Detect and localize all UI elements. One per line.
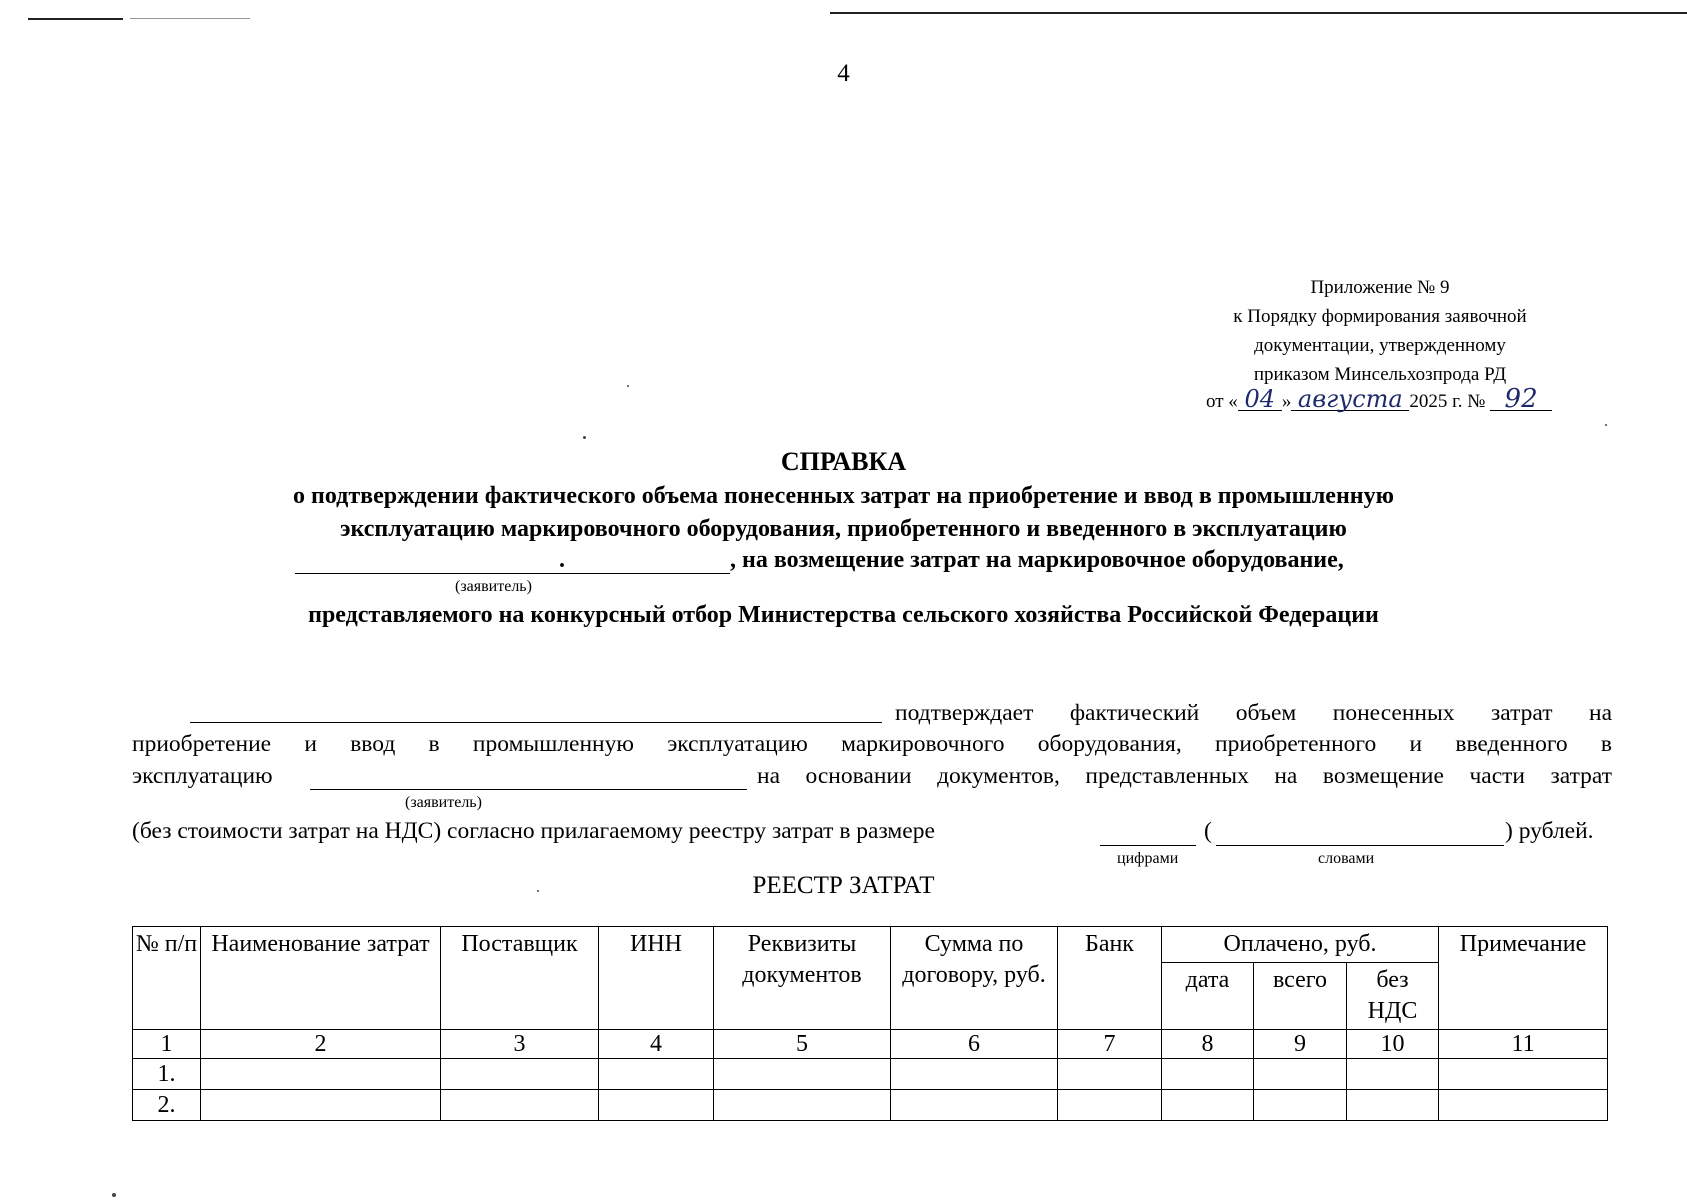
date-month-handwritten: августа bbox=[1291, 388, 1409, 411]
header-supplier: Поставщик bbox=[441, 927, 599, 1030]
table-cell bbox=[1347, 1090, 1439, 1121]
applicant-blank-body bbox=[190, 722, 882, 723]
table-cell bbox=[1439, 1059, 1608, 1090]
header-note: Примечание bbox=[1439, 927, 1608, 1030]
column-number: 4 bbox=[599, 1030, 714, 1059]
table-cell bbox=[891, 1090, 1058, 1121]
scan-speck bbox=[627, 385, 629, 387]
table-row bbox=[133, 1059, 1608, 1090]
table-cell bbox=[441, 1059, 599, 1090]
table-cell bbox=[599, 1090, 714, 1121]
header-paid-no-vat: без НДС bbox=[1347, 963, 1439, 1030]
body-line-3-suffix: на основании документов, представленных на возмещение части затрат bbox=[757, 763, 1612, 789]
header-paid: Оплачено, руб. bbox=[1162, 927, 1439, 963]
date-year-suffix: 2025 г. № bbox=[1409, 391, 1486, 412]
applicant-blank-separator: . bbox=[559, 547, 565, 573]
table-cell bbox=[201, 1059, 441, 1090]
amount-open-paren: ( bbox=[1204, 818, 1212, 844]
column-number: 11 bbox=[1439, 1030, 1608, 1059]
appendix-line-4: приказом Минсельхозпрода РД bbox=[1253, 364, 1507, 385]
table-cell bbox=[1254, 1059, 1347, 1090]
scan-speck bbox=[583, 436, 586, 439]
row-number: 1. bbox=[133, 1059, 201, 1090]
table-cell bbox=[714, 1090, 891, 1121]
scan-speck bbox=[537, 890, 539, 892]
amount-suffix: ) рублей. bbox=[1505, 818, 1594, 844]
header-name: Наименование затрат bbox=[201, 927, 441, 1030]
table-cell bbox=[891, 1059, 1058, 1090]
appendix-line-2: к Порядку формирования заявочной bbox=[1233, 306, 1527, 327]
table-cell bbox=[714, 1059, 891, 1090]
column-number: 6 bbox=[891, 1030, 1058, 1059]
title-line-3-suffix: , на возмещение затрат на маркировочное оборудование, bbox=[730, 547, 1344, 573]
title-line-1: о подтверждении фактического объема понесенных затрат на приобретение и ввод в промышленную bbox=[293, 483, 1394, 509]
date-prefix: от « bbox=[1206, 391, 1238, 412]
body-line-4-prefix: (без стоимости затрат на НДС) согласно прилагаемому реестру затрат в размере bbox=[132, 818, 935, 844]
header-inn: ИНН bbox=[599, 927, 714, 1030]
title-line-3 bbox=[295, 547, 1344, 574]
table-cell bbox=[1162, 1090, 1254, 1121]
applicant-blank-right bbox=[565, 547, 730, 574]
column-number: 2 bbox=[201, 1030, 441, 1059]
column-number: 5 bbox=[714, 1030, 891, 1059]
column-number: 10 bbox=[1347, 1030, 1439, 1059]
scan-top-left-dash bbox=[130, 18, 250, 19]
table-cell bbox=[1162, 1059, 1254, 1090]
amount-words-blank bbox=[1216, 845, 1504, 846]
registry-table bbox=[132, 926, 1608, 1121]
scan-speck bbox=[112, 1193, 116, 1197]
table-header-row bbox=[133, 927, 1608, 963]
column-number: 9 bbox=[1254, 1030, 1347, 1059]
caption-words: словами bbox=[1318, 850, 1375, 867]
table-cell bbox=[1254, 1090, 1347, 1121]
table-cell bbox=[1439, 1090, 1608, 1121]
scan-speck bbox=[1605, 424, 1607, 426]
appendix-date-line bbox=[1206, 384, 1552, 414]
scan-top-right-rule bbox=[830, 12, 1687, 14]
page-number: 4 bbox=[837, 60, 850, 87]
table-cell bbox=[1058, 1059, 1162, 1090]
body-line-2: приобретение и ввод в промышленную эксплуатацию маркировочного оборудования, приобретенного и введенного в bbox=[132, 731, 1612, 757]
date-day-handwritten: 04 bbox=[1238, 388, 1282, 411]
appendix-line-1: Приложение № 9 bbox=[1310, 277, 1450, 298]
table-cell bbox=[1347, 1059, 1439, 1090]
document-heading: СПРАВКА bbox=[780, 447, 907, 476]
column-number: 3 bbox=[441, 1030, 599, 1059]
scan-top-left-rule bbox=[28, 18, 123, 20]
table-cell bbox=[599, 1059, 714, 1090]
applicant-blank-body-2 bbox=[310, 789, 747, 790]
appendix-line-3: документации, утвержденному bbox=[1254, 335, 1506, 356]
caption-digits: цифрами bbox=[1117, 850, 1179, 867]
body-line-3-prefix: эксплуатацию bbox=[132, 763, 273, 789]
row-number: 2. bbox=[133, 1090, 201, 1121]
header-requisites: Реквизиты документов bbox=[714, 927, 891, 1030]
header-contract-sum: Сумма по договору, руб. bbox=[891, 927, 1058, 1030]
amount-digits-blank bbox=[1100, 845, 1196, 846]
header-paid-total: всего bbox=[1254, 963, 1347, 1030]
table-cell bbox=[441, 1090, 599, 1121]
body-applicant-caption: (заявитель) bbox=[405, 794, 482, 811]
column-number: 1 bbox=[133, 1030, 201, 1059]
applicant-blank-left bbox=[295, 547, 565, 574]
table-cell bbox=[1058, 1090, 1162, 1121]
title-line-2: эксплуатацию маркировочного оборудования, приобретенного и введенного в эксплуатацию bbox=[340, 516, 1347, 542]
column-number: 7 bbox=[1058, 1030, 1162, 1059]
order-number-handwritten: 92 bbox=[1490, 388, 1552, 411]
title-applicant-caption: (заявитель) bbox=[455, 578, 532, 595]
column-numbers-row bbox=[133, 1030, 1608, 1059]
header-num: № п/п bbox=[133, 927, 201, 1030]
column-number: 8 bbox=[1162, 1030, 1254, 1059]
body-line-1: подтверждает фактический объем понесенных затрат на bbox=[895, 700, 1612, 726]
registry-title: РЕЕСТР ЗАТРАТ bbox=[752, 872, 935, 899]
date-mid: » bbox=[1281, 391, 1292, 412]
title-line-4: представляемого на конкурсный отбор Министерства сельского хозяйства Российской Федерации bbox=[308, 602, 1379, 628]
header-paid-date: дата bbox=[1162, 963, 1254, 1030]
table-row bbox=[133, 1090, 1608, 1121]
header-bank: Банк bbox=[1058, 927, 1162, 1030]
table-cell bbox=[201, 1090, 441, 1121]
